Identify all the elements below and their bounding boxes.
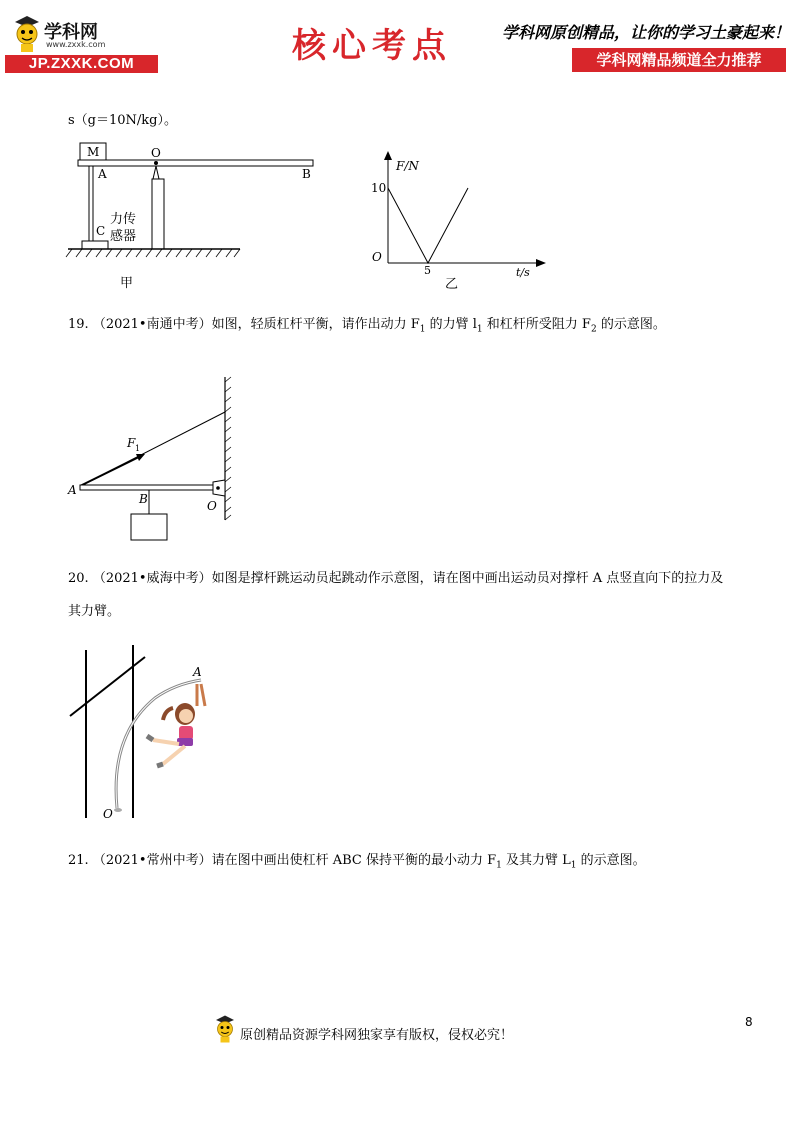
x-axis-label: t/s xyxy=(516,266,530,279)
label-c: C xyxy=(96,224,106,238)
figure-jia xyxy=(60,135,330,295)
label-a: A xyxy=(98,167,107,181)
y-axis-arrow xyxy=(384,151,392,160)
channel-bar: 学科网精品频道全力推荐 xyxy=(572,48,786,72)
mascot-icon xyxy=(212,1014,238,1044)
sensor-label-2: 感器 xyxy=(110,229,137,244)
q20-text-line2: 其力臂。 xyxy=(68,604,121,619)
label-o: O xyxy=(151,146,161,160)
slogan: 学科网原创精品，让你的学习土豪起来！ xyxy=(501,23,790,42)
label-f-sub: 1 xyxy=(135,444,141,453)
q20-text: 20. （2021•威海中考）如图是撑杆跳运动员起跳动作示意图，请在图中画出运动员对撑杆 A 点竖直向下的拉力及 xyxy=(68,571,724,586)
fulcrum-post xyxy=(152,179,164,249)
x-axis-arrow xyxy=(536,259,546,267)
q20-number: 20. xyxy=(68,571,89,586)
lever-bar xyxy=(78,160,313,166)
q21-source: （2021•常州中考） xyxy=(92,853,212,868)
sensor-label-1: 力传 xyxy=(110,212,137,227)
page-number: 8 xyxy=(745,1015,753,1029)
label-o: O xyxy=(207,499,217,513)
q21-text: 21. （2021•常州中考）请在图中画出使杠杆 ABC 保持平衡的最小动力 $F_1$ 及其力臂 $L_1$ 的示意图。 xyxy=(68,853,646,871)
label-a: A xyxy=(193,665,202,679)
fulcrum-o xyxy=(153,166,159,179)
logo-name: 学科网 xyxy=(44,22,98,43)
y-axis-label: F/N xyxy=(396,159,419,173)
site-url-bar[interactable]: JP.ZXXK.COM xyxy=(5,55,158,73)
page-title: 核心考点 xyxy=(292,26,452,66)
hinge-pin xyxy=(216,486,220,490)
y-tick-label: 10 xyxy=(371,181,387,195)
header xyxy=(0,0,800,80)
q21-number: 21. xyxy=(68,853,89,868)
q19-number: 19. xyxy=(68,317,89,332)
figure-yi-chart xyxy=(360,148,550,293)
wall-hatch xyxy=(225,377,231,520)
rod-a xyxy=(89,166,93,241)
label-b: B xyxy=(302,167,311,181)
pivot-o xyxy=(154,161,158,165)
label-o: O xyxy=(103,807,113,821)
caption-yi: 乙 xyxy=(445,277,459,292)
q19-text: 19. （2021•南通中考）如图，轻质杠杆平衡，请作出动力 $F_1$ 的力臂 $l_1$ 和杠杆所受阻力 $F_2$ 的示意图。 xyxy=(68,317,666,335)
sensor-base xyxy=(82,241,108,249)
lever-bar xyxy=(80,485,220,490)
figure-q20 xyxy=(65,640,235,825)
mascot-icon xyxy=(10,14,44,54)
logo-url: www.zxxk.com xyxy=(46,40,106,49)
x-tick-label: 5 xyxy=(424,264,431,277)
q19-source: （2021•南通中考） xyxy=(92,317,212,332)
label-a: A xyxy=(68,483,77,497)
q20-source: （2021•威海中考） xyxy=(92,571,212,586)
force-f1 xyxy=(80,455,143,486)
pole-base xyxy=(114,808,122,812)
figure-q19 xyxy=(65,372,240,547)
label-b: B xyxy=(139,492,148,506)
label-m: M xyxy=(87,145,100,159)
hanging-block xyxy=(131,514,167,540)
ground-hatch xyxy=(66,249,240,257)
caption-jia: 甲 xyxy=(120,276,134,291)
series-line xyxy=(388,188,468,263)
label-f: F xyxy=(127,436,136,450)
origin-label: O xyxy=(372,250,382,264)
footer-copyright: 原创精品资源学科网独家享有版权，侵权必究！ xyxy=(240,1028,514,1043)
q18-tail-text: s（g＝10N/kg）。 xyxy=(68,113,177,128)
